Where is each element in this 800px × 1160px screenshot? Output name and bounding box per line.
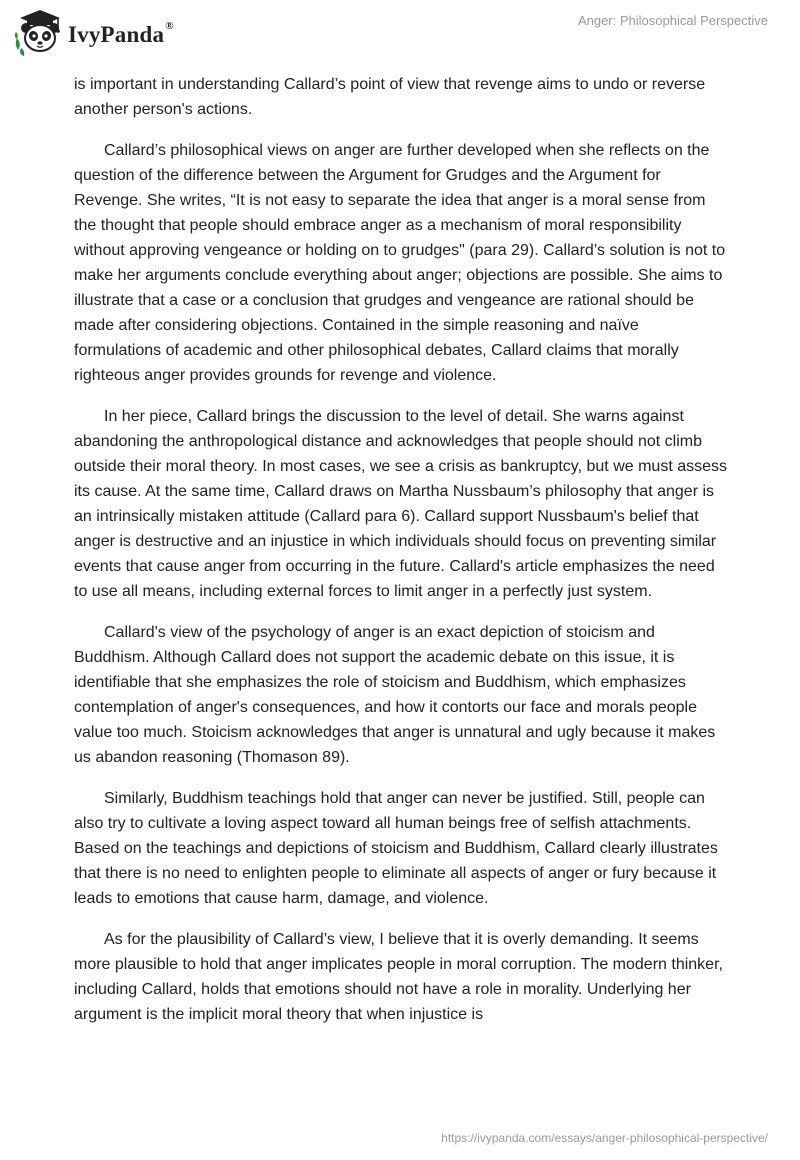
paragraph: Similarly, Buddhism teachings hold that anger can never be justified. Still, people can also try to cultivate a loving aspect toward all human beings free of selfish attachments. Based on the teachings and depictions of stoicism and Buddhism, Callard clearly illustrates that there is no need to enlighten people to eliminate all aspects of anger or fury because it leads to emotions that cause harm, damage, and violence. bbox=[74, 790, 718, 907]
paragraph: Callard’s philosophical views on anger are further developed when she reflects on the question of the difference between the Argument for Grudges and the Argument for Revenge. She writes, “It is not easy to separate the idea that anger is a moral sense from the thought that people should embrace anger as a mechanism of moral responsibility without approving vengeance or holding on to grudges" (para 29). Callard’s solution is not to make her arguments conclude everything about anger; objections are possible. She aims to illustrate that a case or a conclusion that grudges and vengeance are rational should be made after considering objections. Contained in the simple reasoning and naïve formulations of academic and other philosophical debates, Callard claims that morally righteous anger provides grounds for revenge and violence. bbox=[74, 142, 726, 384]
ivypanda-logo[interactable] bbox=[14, 8, 174, 58]
logo-wordmark bbox=[68, 22, 174, 48]
logo-name: IvyPanda bbox=[68, 22, 165, 47]
panda-graduate-icon bbox=[14, 8, 66, 58]
page-header bbox=[0, 0, 800, 66]
paragraph-continuation: is important in understanding Callard’s point of view that revenge aims to undo or reverse another person's actions. bbox=[74, 76, 706, 118]
paragraph: Callard's view of the psychology of anger is an exact depiction of stoicism and Buddhism. Although Callard does not support the academic debate on this issue, it is identifiable that she emphasizes the role of stoicism and Buddhism, which emphasizes contemplation of anger's consequences, and how it contorts our face and morals people value too much. Stoicism acknowledges that anger is unnatural and ugly because it makes us abandon reasoning (Thomason 89). bbox=[74, 624, 716, 766]
source-url[interactable]: https://ivypanda.com/essays/anger-philosophical-perspective/ bbox=[441, 1131, 768, 1145]
registered-mark: ® bbox=[165, 20, 174, 33]
page-title: Anger: Philosophical Perspective bbox=[577, 13, 768, 28]
essay-body bbox=[74, 72, 730, 1043]
paragraph: As for the plausibility of Callard’s view, I believe that it is overly demanding. It seems more plausible to hold that anger implicates people in moral corruption. The modern thinker, including Callard, holds that emotions should not have a role in morality. Underlying her argument is the implicit moral theory that when injustice is bbox=[74, 931, 723, 1023]
paragraph: In her piece, Callard brings the discussion to the level of detail. She warns against abandoning the anthropological distance and acknowledges that people should not climb outside their moral theory. In most cases, we see a crisis as bankruptcy, but we must assess its cause. At the same time, Callard draws on Martha Nussbaum’s philosophy that anger is an intrinsically mistaken attitude (Callard para 6). Callard support Nussbaum's belief that anger is destructive and an injustice in which individuals should focus on preventing similar events that cause anger from occurring in the future. Callard's article emphasizes the need to use all means, including external forces to limit anger in a perfectly just system. bbox=[74, 408, 728, 600]
